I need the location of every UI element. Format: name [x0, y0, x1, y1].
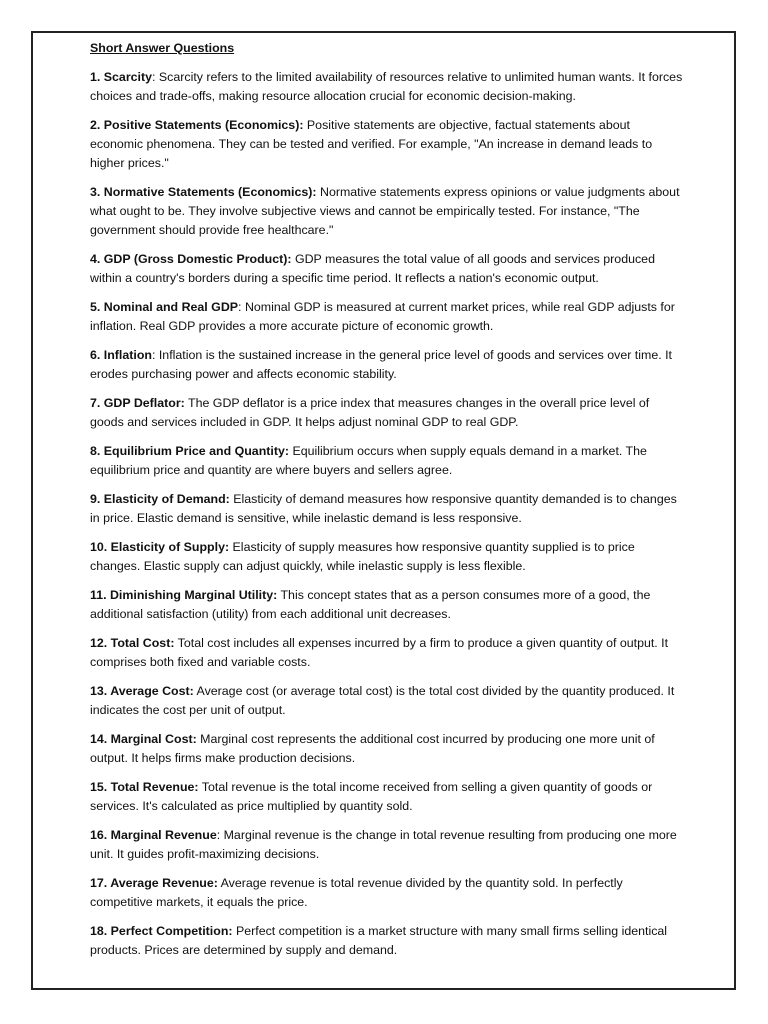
answer-item	[90, 394, 685, 432]
answer-term: 11. Diminishing Marginal Utility:	[90, 588, 278, 602]
answer-item	[90, 183, 685, 240]
answer-item	[90, 778, 685, 816]
answer-text: The GDP deflator is a price index that measures changes in the overall price level of goods and services included in GDP. It helps adjust nominal GDP to real GDP.	[90, 396, 650, 429]
answer-term: 3. Normative Statements (Economics):	[90, 185, 317, 199]
answer-term: 4. GDP (Gross Domestic Product):	[90, 252, 292, 266]
answer-item	[90, 634, 685, 672]
answer-term: 18. Perfect Competition:	[90, 924, 233, 938]
answer-text: Elasticity of supply measures how responsive quantity supplied is to price changes. Elastic supply can adjust quickly, while inelastic supply is less flexible.	[90, 540, 635, 573]
answer-term: 8. Equilibrium Price and Quantity:	[90, 444, 289, 458]
answer-separator: :	[238, 300, 245, 314]
answer-item	[90, 68, 685, 106]
answer-item	[90, 116, 685, 173]
answer-item	[90, 826, 685, 864]
answer-text: Positive statements are objective, factual statements about economic phenomena. They can be tested and verified. For example, "An increase in demand leads to higher prices."	[90, 118, 653, 170]
answer-item	[90, 346, 685, 384]
answer-item	[90, 538, 685, 576]
answer-term: 6. Inflation	[90, 348, 152, 362]
answer-item	[90, 874, 685, 912]
answer-item	[90, 442, 685, 480]
answer-text: Total revenue is the total income received from selling a given quantity of goods or services. It's calculated as price multiplied by quantity sold.	[90, 780, 653, 813]
answer-term: 14. Marginal Cost:	[90, 732, 197, 746]
answer-text: Equilibrium occurs when supply equals demand in a market. The equilibrium price and quantity are where buyers and sellers agree.	[90, 444, 647, 477]
answer-text: Perfect competition is a market structure with many small firms selling identical products. Prices are determined by supply and demand.	[90, 924, 668, 957]
answer-item	[90, 586, 685, 624]
answer-text: Elasticity of demand measures how responsive quantity demanded is to changes in price. Elastic demand is sensitive, while inelastic demand is less responsive.	[90, 492, 677, 525]
answer-term: 1. Scarcity	[90, 70, 152, 84]
answer-text: GDP measures the total value of all goods and services produced within a country's borders during a specific time period. It reflects a nation's economic output.	[90, 252, 655, 285]
answer-item	[90, 250, 685, 288]
answer-text: Scarcity refers to the limited availability of resources relative to unlimited human wants. It forces choices and trade-offs, making resource allocation crucial for economic decision-making.	[90, 70, 683, 103]
answer-term: 13. Average Cost:	[90, 684, 194, 698]
answer-separator: :	[216, 828, 224, 842]
section-heading: Short Answer Questions	[90, 41, 235, 55]
answer-text: Average cost (or average total cost) is the total cost divided by the quantity produced. It indicates the cost per unit of output.	[90, 684, 675, 717]
answer-term: 7. GDP Deflator:	[90, 396, 185, 410]
answer-item	[90, 922, 685, 960]
answer-separator: :	[152, 70, 159, 84]
answer-term: 15. Total Revenue:	[90, 780, 199, 794]
answer-text: This concept states that as a person consumes more of a good, the additional satisfaction (utility) from each additional unit decreases.	[90, 588, 651, 621]
answer-text: Average revenue is total revenue divided by the quantity sold. In perfectly competitive markets, it equals the price.	[90, 876, 623, 909]
answer-term: 9. Elasticity of Demand:	[90, 492, 230, 506]
answer-item	[90, 490, 685, 528]
answer-text: Marginal cost represents the additional cost incurred by producing one more unit of output. It helps firms make production decisions.	[90, 732, 655, 765]
answer-term: 10. Elasticity of Supply:	[90, 540, 230, 554]
answer-item	[90, 730, 685, 768]
answer-text: Inflation is the sustained increase in the general price level of goods and services over time. It erodes purchasing power and affects economic stability.	[90, 348, 672, 381]
document-body	[90, 39, 685, 970]
answer-item	[90, 298, 685, 336]
answer-item	[90, 682, 685, 720]
answer-text: Normative statements express opinions or value judgments about what ought to be. They involve subjective views and cannot be empirically tested. For instance, "The government should provide free healthcare."	[90, 185, 680, 237]
answer-text: Marginal revenue is the change in total revenue resulting from producing one more unit. It guides profit-maximizing decisions.	[90, 828, 677, 861]
answer-separator: :	[151, 348, 159, 362]
answer-text: Nominal GDP is measured at current market prices, while real GDP adjusts for inflation. Real GDP provides a more accurate picture of economic growth.	[90, 300, 675, 333]
answer-term: 2. Positive Statements (Economics):	[90, 118, 304, 132]
answer-term: 17. Average Revenue:	[90, 876, 218, 890]
answer-term: 16. Marginal Revenue	[90, 828, 217, 842]
answer-term: 12. Total Cost:	[90, 636, 175, 650]
answer-text: Total cost includes all expenses incurred by a firm to produce a given quantity of output. It comprises both fixed and variable costs.	[90, 636, 669, 669]
answer-term: 5. Nominal and Real GDP	[90, 300, 239, 314]
